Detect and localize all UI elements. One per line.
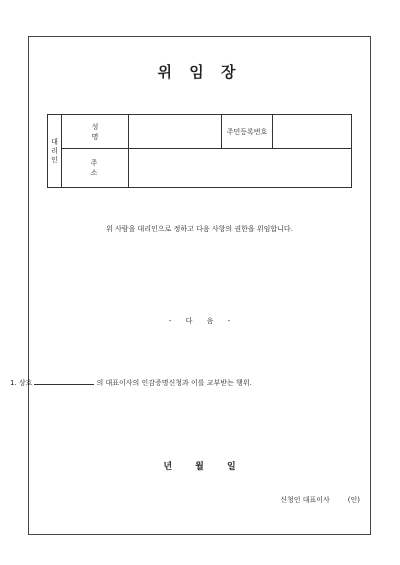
document-title: 위 임 장	[157, 63, 242, 81]
name-label: 성 명	[62, 115, 129, 149]
delegation-statement: 위 사람을 대리인으로 정하고 다음 사항의 권한을 위임합니다.	[106, 225, 293, 233]
date-line: 년 월 일	[163, 462, 236, 472]
registration-number-label: 주민등록번호	[222, 115, 273, 149]
name-value-field[interactable]	[129, 115, 222, 149]
address-label: 주 소	[62, 149, 129, 188]
signer-label: 신청인 대표이사	[280, 496, 330, 504]
seal-mark: (인)	[347, 496, 360, 504]
agent-side-label-char: 리	[51, 146, 58, 155]
item-suffix: 의 대표이사의 인감증명신청과 이를 교부받는 행위.	[96, 379, 252, 387]
address-value-field[interactable]	[129, 149, 352, 188]
delegated-item	[10, 377, 252, 388]
item-prefix: 상호	[18, 379, 33, 387]
company-name-blank[interactable]	[34, 377, 94, 385]
signer-line	[280, 495, 360, 505]
agent-side-label-char: 인	[51, 155, 58, 164]
agent-table	[47, 114, 352, 188]
agent-side-label-char: 대	[51, 137, 58, 146]
agent-address-row	[48, 149, 352, 188]
document-page	[10, 36, 371, 535]
agent-name-row	[48, 115, 352, 149]
item-number: 1.	[10, 379, 17, 387]
next-heading: - 다 음 -	[168, 317, 231, 325]
registration-number-field[interactable]	[273, 115, 352, 149]
agent-side-label	[48, 115, 62, 188]
